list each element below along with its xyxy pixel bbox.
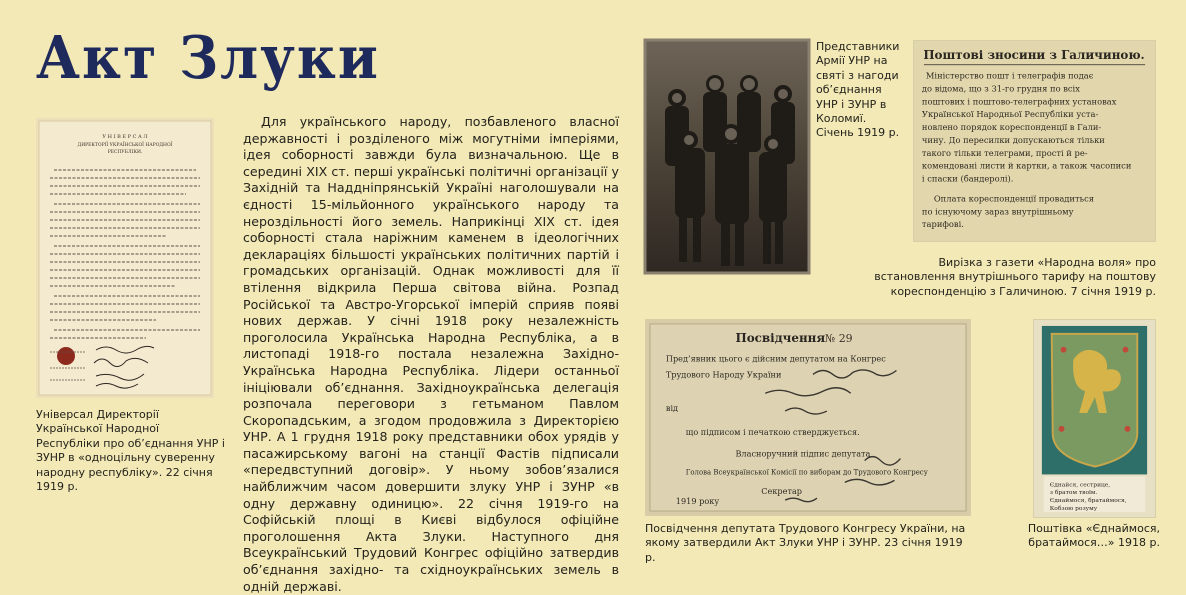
newspaper-line: тарифові. xyxy=(921,219,964,230)
deputy-certificate-image xyxy=(645,319,971,516)
universal-head-2: ДИРЕКТОРІЇ УКРАЇНСЬКОЇ НАРОДНОЇ xyxy=(77,143,173,148)
certificate-heading: Посвідчення xyxy=(735,330,826,345)
certificate-date: 1919 року xyxy=(675,496,720,507)
postcard-line: з братом твоїм. xyxy=(1049,490,1098,497)
universal-caption: Універсал Директорії Української Народної Республіки про об’єднання УНР і ЗУНР в «одноцільну суверенну народну республіку». 22 січня 1919 р. xyxy=(36,408,225,494)
certificate-line: Пред’явник цього є дійсним депутатом на Конгрес xyxy=(665,353,886,364)
postcard-line: Єднайся, сестрице, xyxy=(1049,482,1111,489)
certificate-caption: Посвідчення депутата Трудового Конгресу України, на якому затвердили Акт Злуки УНР і ЗУНР. 23 січня 1919 р. xyxy=(645,522,966,564)
certificate-number: № 29 xyxy=(824,331,853,345)
newspaper-line: комендовані листи й картки, а також часописи xyxy=(921,160,1132,171)
postcard-line: Кобзою розуму xyxy=(1049,506,1098,513)
certificate-signature-title: Власноручний підпис депутата xyxy=(735,448,871,459)
universal-head-3: РЕСПУБЛІКИ. xyxy=(107,150,143,155)
postcard-caption: Поштівка «Єднаймося, братаймося…» 1918 р. xyxy=(1027,522,1160,550)
newspaper-line: і спаски (бандеролі). xyxy=(921,173,1014,184)
newspaper-caption: Вирізка з газети «Народна воля» про встановлення внутрішнього тарифу на поштову кореспонденцію з Галичиною. 7 січня 1919 р. xyxy=(874,256,1156,298)
newspaper-line: новлено порядок кореспонденції в Гали- xyxy=(921,122,1102,133)
certificate-line: Трудового Народу України xyxy=(665,369,782,380)
newspaper-line: до відома, що з 31-го грудня по всіх xyxy=(921,83,1080,94)
newspaper-line: чину. До пересилки допускаються тільки xyxy=(921,134,1105,145)
page-title: Акт Злуки xyxy=(36,22,380,93)
postcard-line: Єднаймося, братаймося, xyxy=(1049,498,1127,505)
newspaper-line: по існуючому зараз внутрішньому xyxy=(921,206,1074,217)
newspaper-heading: Поштові зносини з Галичиною. xyxy=(923,47,1145,62)
newspaper-line: такого тільки телеграми, прості й ре- xyxy=(921,147,1088,158)
postcard-image xyxy=(1033,319,1156,518)
newspaper-line: поштових і поштово-телеграфних установах xyxy=(921,96,1117,107)
universal-document-image xyxy=(36,118,214,398)
newspaper-line: Оплата кореспонденції провадиться xyxy=(933,193,1095,204)
newspaper-clipping-image xyxy=(913,40,1156,242)
main-article-text: Для українського народу, позбавленого власної державності і розділеного між могутніми імперіями, ідея соборності завжди була визначальною. Ще в середині ХІХ ст. перші українські політичні організації у Західній та Наддніпрянській Україні наголошували на єдності 15-мільйонного українського народу та нероздільності його земель. Наприкінці ХІХ ст. ідея соборності стала наріжним каменем в ідеологічних деклараціях більшості українських політичних партій і громадських організацій. Однак можливості для її втілення відкрила Перша світова війна. Розпад Російської та Австро-Угорської імперій сприяв появі нових держав. У січні 1918 року незалежність проголосила Українська Народна Республіка, а в листопаді 1918-го постала незалежна Західно-Українська Народна Республіка. Лідери останньої ініціювали об’єднання. Західноукраїнська делегація розпочала переговори з гетьманом Павлом Скоропадським, а згодом продовжила з Директорією УНР. А 1 грудня 1918 року представники обох урядів у пасажирському вагоні на станції Фастів підписали «передвступний договір». У ньому зобов’язалися найближчим часом довершити злуку УНР і ЗУНР «в одну державну одиницю». 22 січня 1919-го на Софійській площі в Києві відбулося офіційне проголошення Акта Злуки. Наступного дня Всеукраїнський Трудовий Конгрес офіційно затвердив об’єднання західно- та східноукраїнських земель в одній державі. xyxy=(243,114,619,594)
certificate-secretary: Секретар xyxy=(761,486,803,497)
newspaper-line: Міністерство пошт і телеграфів подає xyxy=(925,70,1094,81)
newspaper-line: Української Народньої Республіки уста- xyxy=(921,109,1099,120)
certificate-line: що підписом і печаткою стверджується. xyxy=(685,426,860,437)
wax-seal-icon xyxy=(57,347,75,365)
certificate-line: від xyxy=(665,403,679,414)
certificate-commission: Голова Всеукраїнської Комісії по виборам до Трудового Конгресу xyxy=(685,468,928,477)
army-unr-photo xyxy=(645,40,809,273)
army-caption: Представники Армії УНР на святі з нагоди об’єднання УНР і ЗУНР в Коломиї. Січень 1919 р. xyxy=(816,40,900,140)
universal-head-1: У Н І В Е Р С А Л xyxy=(102,134,148,140)
